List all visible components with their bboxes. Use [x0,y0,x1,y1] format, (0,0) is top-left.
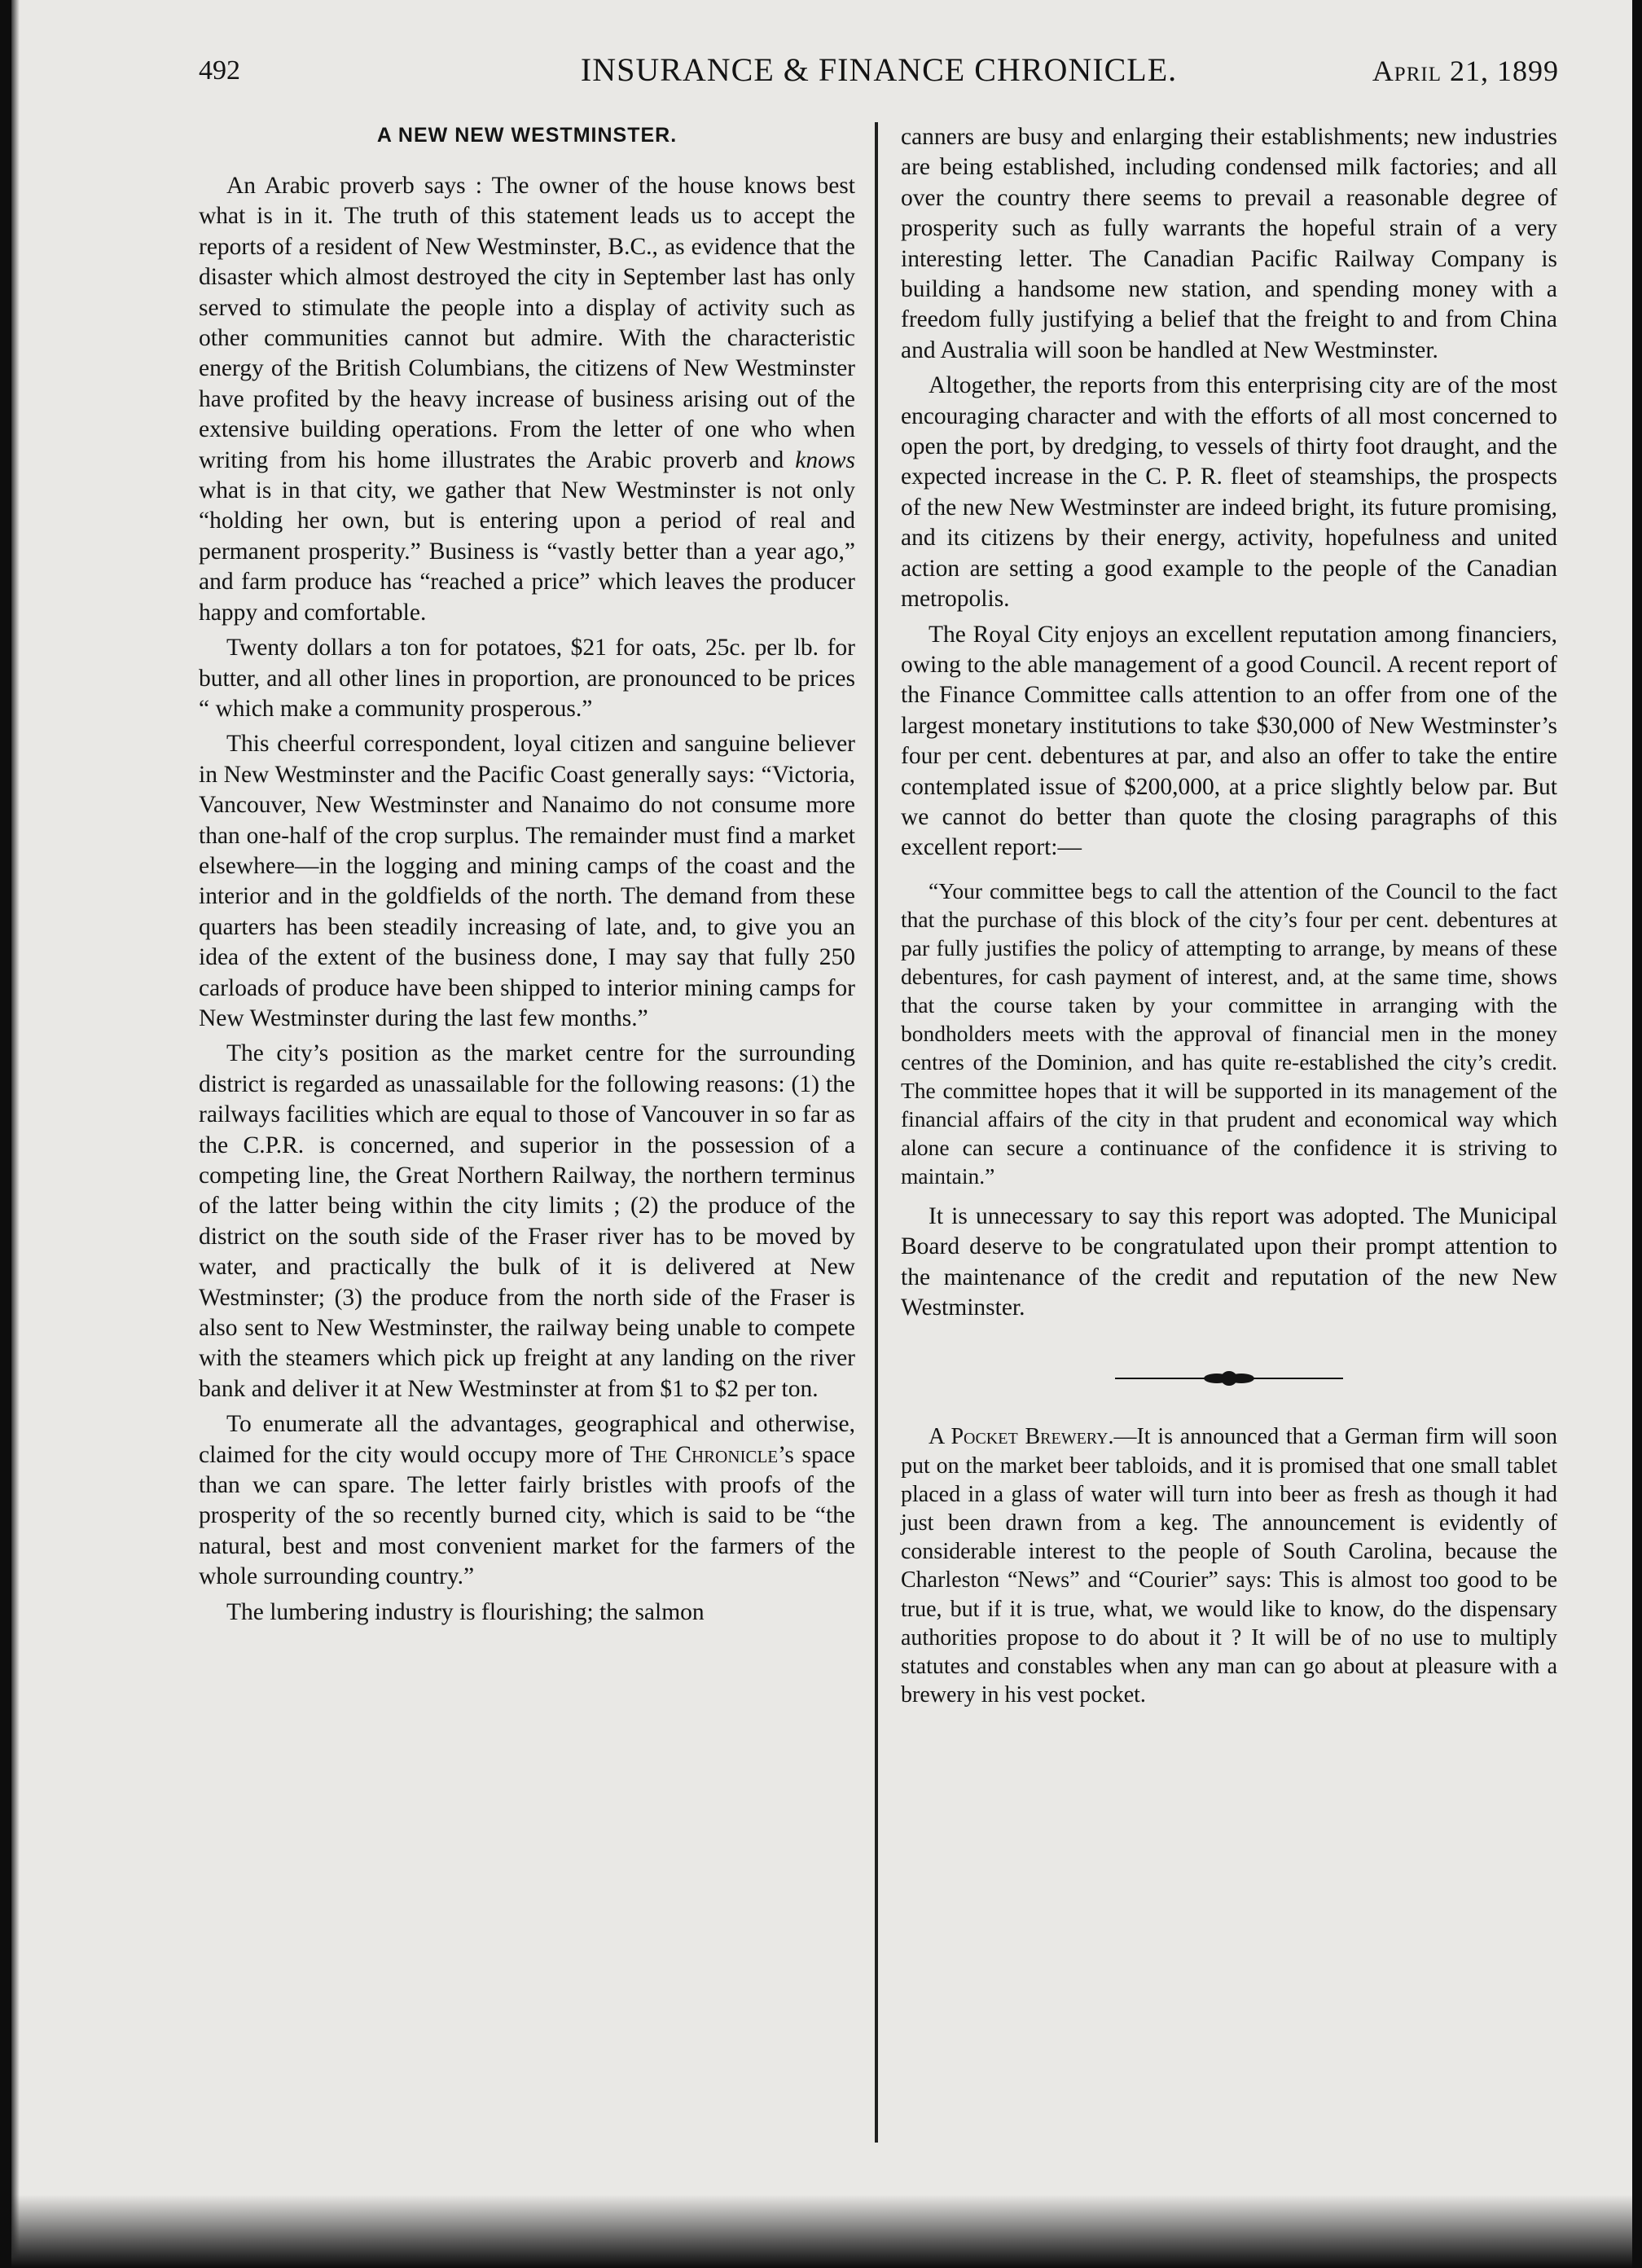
article-title: A NEW NEW WESTMINSTER. [376,124,678,147]
left-column [199,122,855,1628]
paragraph-correspondent: This cheerful correspondent, loyal citizen and sanguine believer in New Westminster and the Pacific Coast generally says: “Victoria, Vancouver, New Westminster and Nanaimo do not consume more than one-half of the crop surplus. The remainder must find a market elsewhere—in the logging and mining camps of the coast and the interior and in the goldfields of the north. The demand from these quarters has been steadily increasing of late, and, to give you an idea of the extent of the business done, I may say that fully 250 carloads of produce have been shipped to interior mining camps for New Westminster during the last few months.” [199,731,855,1031]
newspaper-page [11,0,1632,2268]
pocket-brewery-paragraph: A Pocket Brewery.—It is announced that a German firm will soon put on the market beer tabloids, and it is promised that one small tablet placed in a glass of water will turn into beer as fresh as though it had just been drawn from a keg. The announcement is evidently of considerable interest to the people of South Carolina, because the Charleston “News” and “Courier” says: This is almost too good to be true, but if it is true, what, we would like to know, do the dispensary authorities propose to do about it ? It will be of no use to multiply statutes and constables when any man can go about at pleasure with a brewery in his vest pocket. [901,1424,1557,1708]
chronicle-name: The Chronicle [630,1441,779,1468]
paragraph-arabic-proverb: An Arabic proverb says : The owner of the house knows best what is in it. The truth of this statement leads us to accept the reports of a resident of New Westminster, B.C., as evidence that the disaster which almost destroyed the city in September last has only served to stimulate the people into a display of activity such as other communities cannot but admire. With the characteristic energy of the British Columbians, the citizens of New Westminster have profited by the heavy increase of business arising out of the extensive building operations. From the letter of one who when writing from his home illustrates the Arabic proverb and knows what is in that city, we gather that New Westminster is not only “holding her own, but is entering upon a period of real and permanent prosperity.” Business is “vastly better than a year ago,” and farm produce has “reached a price” which leaves the producer happy and comfortable. [199,173,856,626]
paragraph-royal-city: The Royal City enjoys an excellent reputation among financiers, owing to the able management of a good Council. A recent report of the Finance Committee calls attention to an offer from one of the largest monetary institutions to take $30,000 of New Westminster’s four per cent. debentures at par, and also an offer to take the entire contemplated issue of $200,000, at a price slightly below par. But we cannot do better than quote the closing paragraphs of this excellent report:— [901,621,1557,861]
committee-report-quote: “Your committee begs to call the attention of the Council to the fact that the purchase of this block of the city’s four per cent. debentures at par fully justifies the policy of attempting to arrange, by means of these debentures, for cash payment of interest, and, at the same time, shows that the course taken by your committee in arranging with the bondholders meets with the approval of financial men in the money centres of the Dominion, and has quite re-established the city’s credit. The committee hopes that it will be supported in its management of the financial affairs of the city in that prudent and economical way which alone can secure a continuance of the confidence it is striving to maintain.” [901,877,1557,1189]
emphasis-knows: knows [795,446,856,473]
paragraph-advantages: To enumerate all the advantages, geographical and otherwise, claimed for the city would occupy more of The Chronicle’s space than we can spare. The letter fairly bristles with proofs of the prosperity of the so recently burned city, which is said to be “the natural, best and most convenient market for the farmers of the whole surrounding country.” [199,1411,856,1590]
journal-title: INSURANCE & FINANCE CHRONICLE. [580,51,1178,88]
paragraph-lumbering-continued: canners are busy and enlarging their establishments; new industries are being established, including condensed milk factories; and all over the country there seems to prevail a reasonable degree of prosperity such as fully warrants the hopeful strain of a very interesting letter. The Canadian Pacific Railway Company is building a handsome new station, and spending money with a freedom fully justifying a belief that the freight to and from China and Australia will soon be handled at New Westminster. [901,124,1557,363]
page-header [199,47,1559,99]
paragraph-market-centre: The city’s position as the market centre for the surrounding district is regarded as unassailable for the following reasons: (1) the railways facilities which are equal to those of Vancouver in so far as the C.P.R. is concerned, and superior in the possession of a competing line, the Great Northern Railway, the northern terminus of the latter being within the city limits ; (2) the produce of the district on the south side of the Fraser river has to be moved by water, and practically the bulk of it is delivered at New Westminster; (3) the produce from the north side of the Fraser is also sent to New Westminster, the railway being unable to compete with the steamers which pick up freight at any landing on the river bank and deliver it at New Westminster at from $1 to $2 per ton. [199,1040,855,1402]
right-column [901,122,1557,1709]
pocket-brewery-heading: A Pocket Brewery. [929,1424,1114,1450]
issue-date: April 21, 1899 [1372,55,1559,87]
paragraph-prices: Twenty dollars a ton for potatoes, $21 for oats, 25c. per lb. for butter, and all other lines in proportion, are pronounced to be prices “ which make a community prosperous.” [199,635,855,722]
paragraph-altogether: Altogether, the reports from this enterprising city are of the most encouraging character and with the efforts of all most concerned to open the port, by dredging, to vessels of thirty foot draught, and the expected increase in the C. P. R. fleet of steamships, the prospects of the new New Westminster are indeed bright, its future promising, and its citizens by their energy, activity, hopefulness and united action are setting a good example to the people of the Canadian metropolis. [901,372,1557,613]
paragraph-lumbering: The lumbering industry is flourishing; the salmon [226,1598,705,1625]
paragraph-adopted: It is unnecessary to say this report was adopted. The Municipal Board deserve to be congratulated upon their prompt attention to the maintenance of the credit and reputation of the new New Westminster. [901,1202,1557,1321]
page-number: 492 [199,55,240,86]
column-divider [875,122,878,2143]
section-ornament [1115,1362,1343,1395]
